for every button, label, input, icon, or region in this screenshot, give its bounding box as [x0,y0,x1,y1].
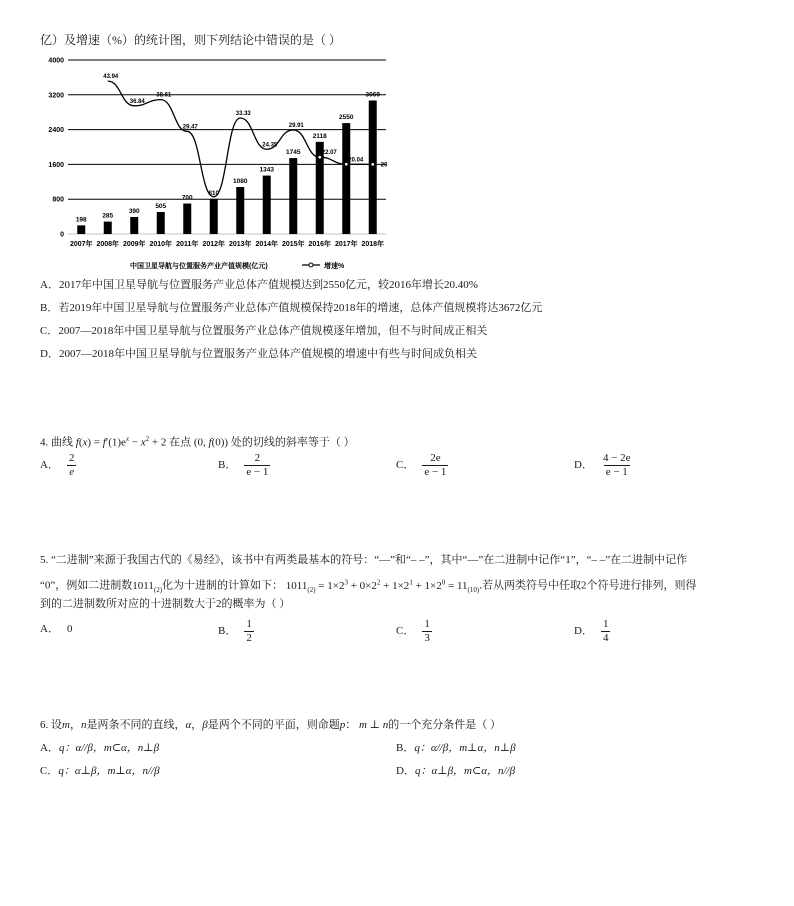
x-tick-label: 2016年 [308,241,332,248]
bar-value-label: 2550 [339,114,354,122]
q6-mid1: 是两条不同的直线， [86,719,186,731]
q6-option-b-text: q：α//β，m⊥α，n⊥β [414,742,516,754]
q6-option-c-text: q：α⊥β，m⊥α，n//β [58,765,160,777]
q4-option-d[interactable] [574,452,633,479]
bar-value-label: 505 [155,203,167,211]
y-tick-label: 2400 [48,127,64,135]
q4-option-a[interactable] [40,452,76,479]
y-tick-label: 1600 [48,161,64,169]
bar [183,204,191,234]
bar [289,158,297,234]
q6-pre: 6. 设 [40,719,62,731]
chart-gridlines [68,60,386,234]
rate-value-label: 33.33 [235,111,251,118]
q6-option-c[interactable] [40,764,160,778]
q6-option-a-text: q：α//β，m⊂α，n⊥β [58,742,160,754]
q4-post: 在点 [169,436,192,449]
q4-pre: 曲线 [51,436,73,449]
bar [369,100,377,234]
q5-option-d[interactable] [574,618,610,645]
q5-option-a[interactable] [40,622,72,636]
q6-option-c-label: C． [40,765,59,777]
y-tick-label: 0 [60,231,64,239]
rate-value-label: 29.47 [182,124,198,131]
x-tick-label: 2010年 [149,241,173,248]
q4-function: f [75,436,79,449]
rate-value-label: 36.84 [129,98,145,105]
q5-option-b-label: B． [218,625,237,638]
q6-mid2: 是两个不同的平面，则命题 [207,719,340,731]
q6-option-b[interactable] [396,741,516,755]
q4-option-b[interactable] [218,452,270,479]
bar-value-label: 700 [181,194,193,202]
bar-value-label: 285 [102,212,114,220]
chart-legend [130,261,345,270]
q5-option-b[interactable] [218,618,254,645]
q3-option-b-text: 若2019年中国卫星导航与位置服务产业总体产值规模保持2018年的增速，总体产值规模将达3672亿元 [58,302,543,314]
q6-option-b-label: B． [396,742,415,754]
q5-option-d-fraction: $\frac{1}{4}$ [602,618,609,644]
q3-option-c[interactable] [40,324,487,338]
bar-value-label: 2118 [312,132,327,140]
bar-value-label: 3069 [365,91,380,99]
q5-option-a-label: A． [40,623,59,635]
x-tick-label: 2017年 [334,241,358,248]
q5-line2-c: .若从两类符号中任取2个符号进行排列，则得 [479,579,697,592]
rate-value-label: 38.61 [156,92,172,99]
x-tick-label: 2011年 [176,241,199,248]
q5-option-c-label: C． [396,625,415,638]
q6-option-d[interactable] [396,764,515,778]
rate-point [371,163,375,167]
q6-option-d-label: D． [396,765,415,777]
q3-option-b-label: B． [40,302,59,314]
q3-option-a-text: 2017年中国卫星导航与位置服务产业总体产值规模达到2550亿元，较2016年增长20.40% [58,279,478,291]
q4-post2: 处的切线的斜率等于（ ） [230,436,355,449]
q4-option-d-fraction: $\frac{4 - 2e}{e - 1}$ [602,452,631,478]
bar [263,176,271,234]
q5-option-a-text: 0 [66,623,73,635]
x-tick-label: 2009年 [122,241,146,248]
bar [236,187,244,234]
bar [77,225,85,234]
chart-x-labels [70,239,384,248]
q4-option-d-label: D． [574,459,593,472]
q5-line2-a: “0”，例如二进制数 [40,579,133,592]
x-tick-label: 2008年 [96,241,120,248]
q6-option-a[interactable] [40,741,159,755]
rate-value-label: 43.94 [103,74,119,81]
q4-stem: 4. 曲线 $f(x) = f'(1)e^x - x^2 + 2$ 在点 (0, f(0)) 处的切线的斜率等于（ ） [40,435,355,449]
x-tick-label: 2007年 [69,241,93,248]
q4-option-c-label: C． [396,459,415,472]
q3-option-c-text: 2007—2018年中国卫星导航与位置服务产业总体产值规模逐年增加，但不与时间成正相关 [58,325,488,337]
q5-formula: $1011_{(2)} = 1\times 2^3 + 0\times 2^2 + 1\times 2^1 + 1\times 2^0 = 11_{(10)}$ [285,578,480,594]
bar [157,212,165,234]
legend-line-label: 增速% [324,263,345,270]
legend-line-marker [309,263,313,267]
bar [342,123,350,234]
chart-bar-labels [76,91,381,223]
bar-value-label: 810 [208,189,220,197]
x-tick-label: 2015年 [281,241,305,248]
q3-option-c-label: C． [40,325,59,337]
rate-value-label: 22.07 [321,150,337,157]
q6-mid3: 的一个充分条件是（ ） [388,719,502,731]
legend-bar-label: 中国卫星导航与位置服务产业产值规模(亿元) [130,263,268,270]
y-tick-label: 3200 [48,92,64,100]
bar-value-label: 1745 [286,149,301,157]
bar-value-label: 1343 [259,166,274,174]
q3-stem: 亿）及增速（%）的统计图，则下列结论中错误的是（ ） [40,33,341,47]
q5-option-c[interactable] [396,618,432,645]
q4-option-b-fraction: $\frac{2}{e - 1}$ [246,452,269,478]
rate-value-label: 29.91 [288,122,304,129]
rate-value-label: 20 [380,162,388,169]
q4-number: 4. [40,436,49,449]
q4-option-a-label: A． [40,459,59,472]
q4-option-c[interactable] [396,452,448,479]
q5-option-b-fraction: $\frac{1}{2}$ [246,618,252,644]
q5-binary-example: $1011_{(2)}$ [132,579,163,594]
bar [210,199,218,234]
q3-option-d[interactable] [40,347,477,361]
q5-line1: 5. “二进制”来源于我国古代的《易经》，该书中有两类最基本的符号：“—”和“– –”，其中“—”在二进制中记作“1”，“– –”在二进制中记作 [40,554,688,566]
q3-option-b[interactable] [40,301,542,315]
x-tick-label: 2013年 [228,241,252,248]
x-tick-label: 2018年 [361,241,385,248]
q5-line2 [40,575,696,597]
q6-option-a-label: A． [40,742,59,754]
q5-line3: 到的二进制数所对应的十进制数大于2的概率为（ ） [40,598,291,610]
q3-option-d-text: 2007—2018年中国卫星导航与位置服务产业总体产值规模的增速中有些与时间成负相关 [58,348,477,360]
bar-value-label: 198 [75,216,87,224]
x-tick-label: 2012年 [202,241,226,248]
bar [104,222,112,234]
q3-chart [40,52,400,274]
bar [130,217,138,234]
y-tick-label: 4000 [48,57,64,65]
q4-option-c-fraction: $\frac{2e}{e - 1}$ [424,452,447,478]
q3-option-a[interactable] [40,278,478,292]
chart-y-ticks [48,58,64,239]
rate-value-label: 20.04 [348,157,364,164]
q6-option-d-text: q：α⊥β，m⊂α，n//β [414,765,516,777]
q5-option-c-fraction: $\frac{1}{3}$ [424,618,430,644]
rate-value-label: 24.35 [262,142,278,149]
q3-option-d-label: D． [40,348,59,360]
q6-stem: 6. 设m，n是两条不同的直线，α，β是两个不同的平面，则命题p： m ⊥ n的一个充分条件是（ ） [40,719,502,731]
q5-option-d-label: D． [574,625,593,638]
q4-option-a-fraction: $\frac{2}{e}$ [68,452,75,478]
q4-option-b-label: B． [218,459,237,472]
x-tick-label: 2014年 [255,241,279,248]
chart-bars [77,100,377,234]
bar-value-label: 390 [128,208,140,216]
q5-line2-b: 化为十进制的计算如下： [162,579,284,592]
q3-option-a-label: A． [40,279,59,291]
bar-value-label: 1080 [233,178,248,186]
y-tick-label: 800 [52,196,64,204]
